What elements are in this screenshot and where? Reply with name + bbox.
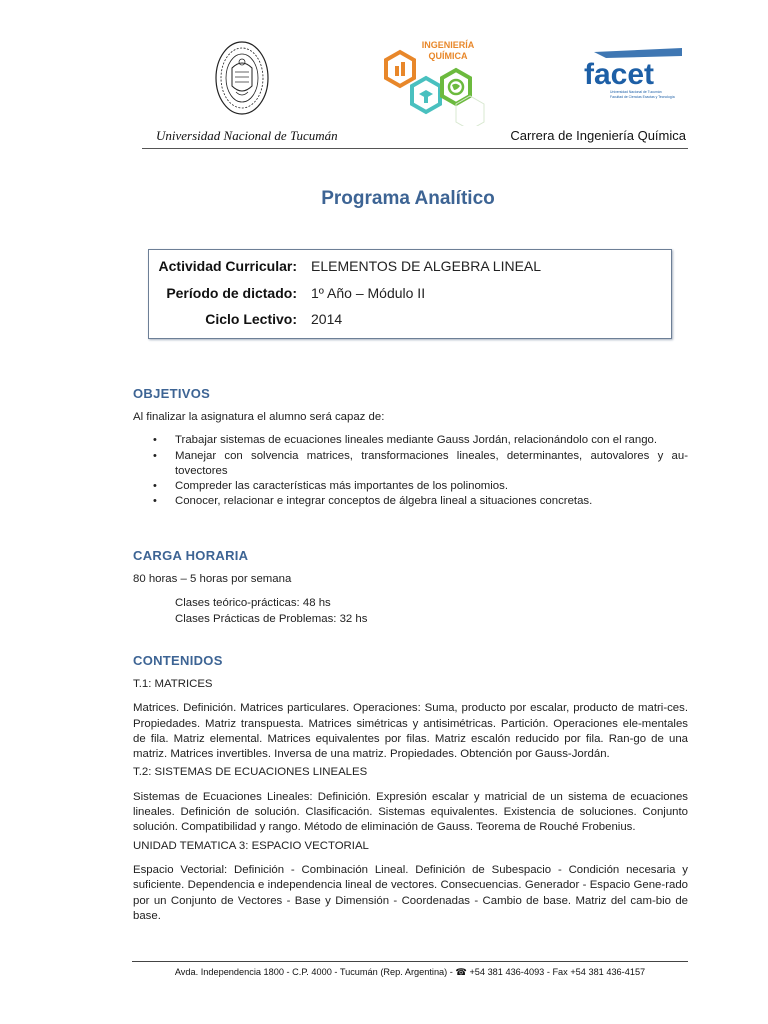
facet-logo-small-line1: Universidad Nacional de Tucumán: [610, 90, 662, 94]
unit-text: Matrices. Definición. Matrices particulares. Operaciones: Suma, producto por escalar, producto de matri-ces. Propiedades. Matriz transpuesta. Matrices simétricas y antisimétricas. Partición. Operaciones ele-mentales de fila. Matriz elemental. Matrices equivalentes por filas. Matriz escalón reducido por fila. Ran-go de una matriz. Matrices invertibles. Inversa de una matriz. Propiedades. Obtención por Gauss-Jordán.: [133, 702, 688, 761]
section-heading: OBJETIVOS: [133, 386, 211, 401]
carga-line: Clases teórico-prácticas: 48 hs: [175, 597, 331, 610]
objetivos-section: [133, 386, 688, 510]
university-name: Universidad Nacional de Tucumán: [156, 128, 338, 143]
list-item: • Conocer, relacionar e integrar conceptos de álgebra lineal a situaciones concretas.: [133, 494, 688, 509]
footer-phone: +54 381 436-4093 - Fax +54 381 436-4157: [469, 967, 646, 977]
ingenieria-quimica-logo: [368, 38, 496, 126]
info-row-periodo: [149, 285, 669, 305]
info-row-actividad: [149, 258, 669, 278]
info-label: Período de dictado:: [166, 285, 297, 301]
iq-logo-line1: INGENIERÍA: [421, 40, 475, 50]
footer-separator: -: [449, 967, 453, 977]
unit-text: Espacio Vectorial: Definición - Combinación Lineal. Definición de Subespacio - Condición necesaria y suficiente. Dependencia e independencia lineal de vectores. Consecuencias. Generador - Espacio Gene-rado por un Conjunto de Vectores - Base y Dimensión - Coordenadas - Cambio de base. Matriz del cam-bio de base.: [133, 863, 688, 922]
section-heading: CONTENIDOS: [133, 653, 223, 668]
phone-icon: ☎: [455, 967, 467, 977]
info-row-ciclo: [149, 311, 669, 331]
course-info-box: [148, 249, 672, 339]
info-value: 2014: [311, 311, 343, 327]
objetivos-intro: Al finalizar la asignatura el alumno será capaz de:: [133, 411, 385, 423]
university-seal-logo: [214, 40, 270, 118]
carga-line: Clases Prácticas de Problemas: 32 hs: [175, 612, 368, 625]
list-item: • Manejar con solvencia matrices, transformaciones lineales, determinantes, autovalores y au-tovectores: [133, 449, 688, 480]
list-item: • Compreder las características más importantes de los polinomios.: [133, 479, 688, 494]
footer-divider: [132, 961, 688, 962]
info-label: Actividad Curricular:: [158, 258, 297, 274]
carga-horaria-section: [133, 548, 688, 627]
unit-text: Sistemas de Ecuaciones Lineales: Definición. Expresión escalar y matricial de un sistema de ecuaciones lineales. Definición de solución. Clasificación. Sistemas equivalentes. Existencia de soluciones. Conjunto solución. Compatibilidad y rango. Método de eliminación de Gauss. Teorema de Rouché Frobenius.: [133, 790, 688, 834]
unit-title: UNIDAD TEMATICA 3: ESPACIO VECTORIAL: [133, 839, 369, 852]
facet-logo-small-line2: Facultad de Ciencias Exactas y Tecnología: [610, 95, 675, 99]
info-value: 1º Año – Módulo II: [311, 285, 426, 301]
carga-total: 80 horas – 5 horas por semana: [133, 573, 292, 585]
info-value: ELEMENTOS DE ALGEBRA LINEAL: [311, 258, 542, 274]
header-divider: [142, 148, 688, 149]
page-footer: [132, 967, 688, 978]
info-label: Ciclo Lectivo:: [205, 311, 297, 327]
contenidos-section: [133, 653, 688, 924]
page-header: [0, 0, 768, 150]
objetivos-list: [133, 433, 688, 509]
list-item: • Trabajar sistemas de ecuaciones lineales mediante Gauss Jordán, relacionándolo con el rango.: [133, 433, 688, 448]
unit-title: T.2: SISTEMAS DE ECUACIONES LINEALES: [133, 766, 368, 779]
footer-address: Avda. Independencia 1800 - C.P. 4000 - Tucumán (Rep. Argentina): [174, 967, 448, 977]
career-name: Carrera de Ingeniería Química: [510, 128, 686, 143]
section-heading: CARGA HORARIA: [133, 548, 249, 563]
document-title: Programa Analítico: [321, 188, 495, 209]
facet-logo-word: facet: [584, 58, 655, 91]
facet-logo: [576, 44, 688, 106]
unit-title: T.1: MATRICES: [133, 678, 213, 690]
iq-logo-line2: QUÍMICA: [428, 51, 468, 61]
